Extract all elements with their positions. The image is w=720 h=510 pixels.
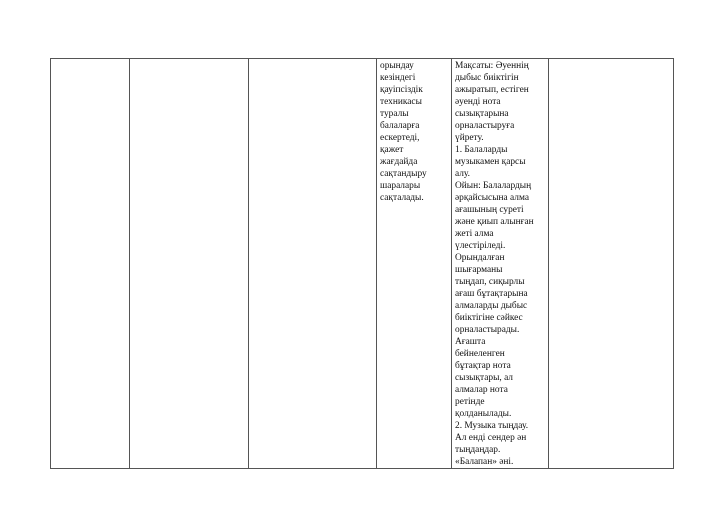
table-row: [51, 59, 674, 469]
cell-text-line: ажыратып, естіген: [455, 85, 529, 95]
cell-text-line: орындау: [380, 61, 414, 71]
cell-text-line: 2. Музыка тыңдау.: [455, 421, 529, 431]
cell-text-line: техникасы: [380, 97, 422, 107]
cell-text-line: әрқайсысына алма: [455, 193, 529, 203]
cell-text-line: Ойын: Балалардың: [455, 181, 532, 191]
table-cell-col-6: [549, 59, 674, 469]
table-cell-lesson-content: [452, 59, 549, 469]
cell-text-line: және қиып алынған: [455, 217, 534, 227]
table-cell-col-3: [249, 59, 377, 469]
cell-text-line: әуенді нота: [455, 97, 501, 107]
cell-text-line: қолданылады.: [455, 409, 512, 419]
cell-text-line: сызықтарына: [455, 109, 509, 119]
cell-text-line: Орындалған: [455, 253, 505, 263]
cell-text-line: шығарманы: [455, 265, 503, 275]
cell-text-line: «Балапан» әні.: [455, 457, 514, 467]
cell-text-line: бұтақтар нота: [455, 361, 511, 371]
lesson-plan-table: [50, 58, 674, 469]
cell-text-line: жеті алма: [455, 229, 494, 239]
cell-text-line: үлестіріледі.: [455, 241, 506, 251]
cell-text-line: алу.: [455, 169, 471, 179]
cell-text-line: орналастырады.: [455, 325, 520, 335]
cell-text-line: жағдайда: [380, 157, 418, 167]
cell-text-line: ескертеді,: [380, 133, 420, 143]
table-cell-col-1: [51, 59, 130, 469]
cell-text-line: үйрету.: [455, 133, 484, 143]
cell-text-line: тыңдап, сиқырлы: [455, 277, 525, 287]
cell-text-line: алмаларды дыбыс: [455, 301, 528, 311]
table-cell-safety-notes: [377, 59, 452, 469]
cell-text-line: қажет: [380, 145, 404, 155]
cell-text-line: 1. Балаларды: [455, 145, 508, 155]
cell-text-line: сызықтары, ал: [455, 373, 513, 383]
cell-text-line: туралы: [380, 109, 409, 119]
cell-text-line: балаларға: [380, 121, 420, 131]
cell-text-line: дыбыс биіктігін: [455, 73, 519, 83]
cell-text-line: тыңдаңдар.: [455, 445, 501, 455]
cell-text-line: Ал енді сендер ән: [455, 433, 527, 443]
cell-text-line: музыкамен қарсы: [455, 157, 526, 167]
cell-text-line: кезіндегі: [380, 73, 416, 83]
cell-text-line: ағашының суреті: [455, 205, 524, 215]
cell-text-line: Ағашта: [455, 337, 486, 347]
cell-text-line: сақтандыру: [380, 169, 427, 179]
cell-text-line: биіктігіне сәйкес: [455, 313, 523, 323]
cell-text-line: алмалар нота: [455, 385, 508, 395]
cell-text-line: ағаш бұтақтарына: [455, 289, 528, 299]
table-cell-col-2: [130, 59, 249, 469]
cell-text-line: шаралары: [380, 181, 421, 191]
cell-text-line: ретінде: [455, 397, 485, 407]
cell-text-line: сақталады.: [380, 193, 424, 203]
cell-text-line: қауіпсіздік: [380, 85, 423, 95]
cell-text-line: бейнеленген: [455, 349, 505, 359]
cell-text-line: Мақсаты: Әуеннің: [455, 61, 529, 71]
cell-text-line: орналастыруға: [455, 121, 515, 131]
